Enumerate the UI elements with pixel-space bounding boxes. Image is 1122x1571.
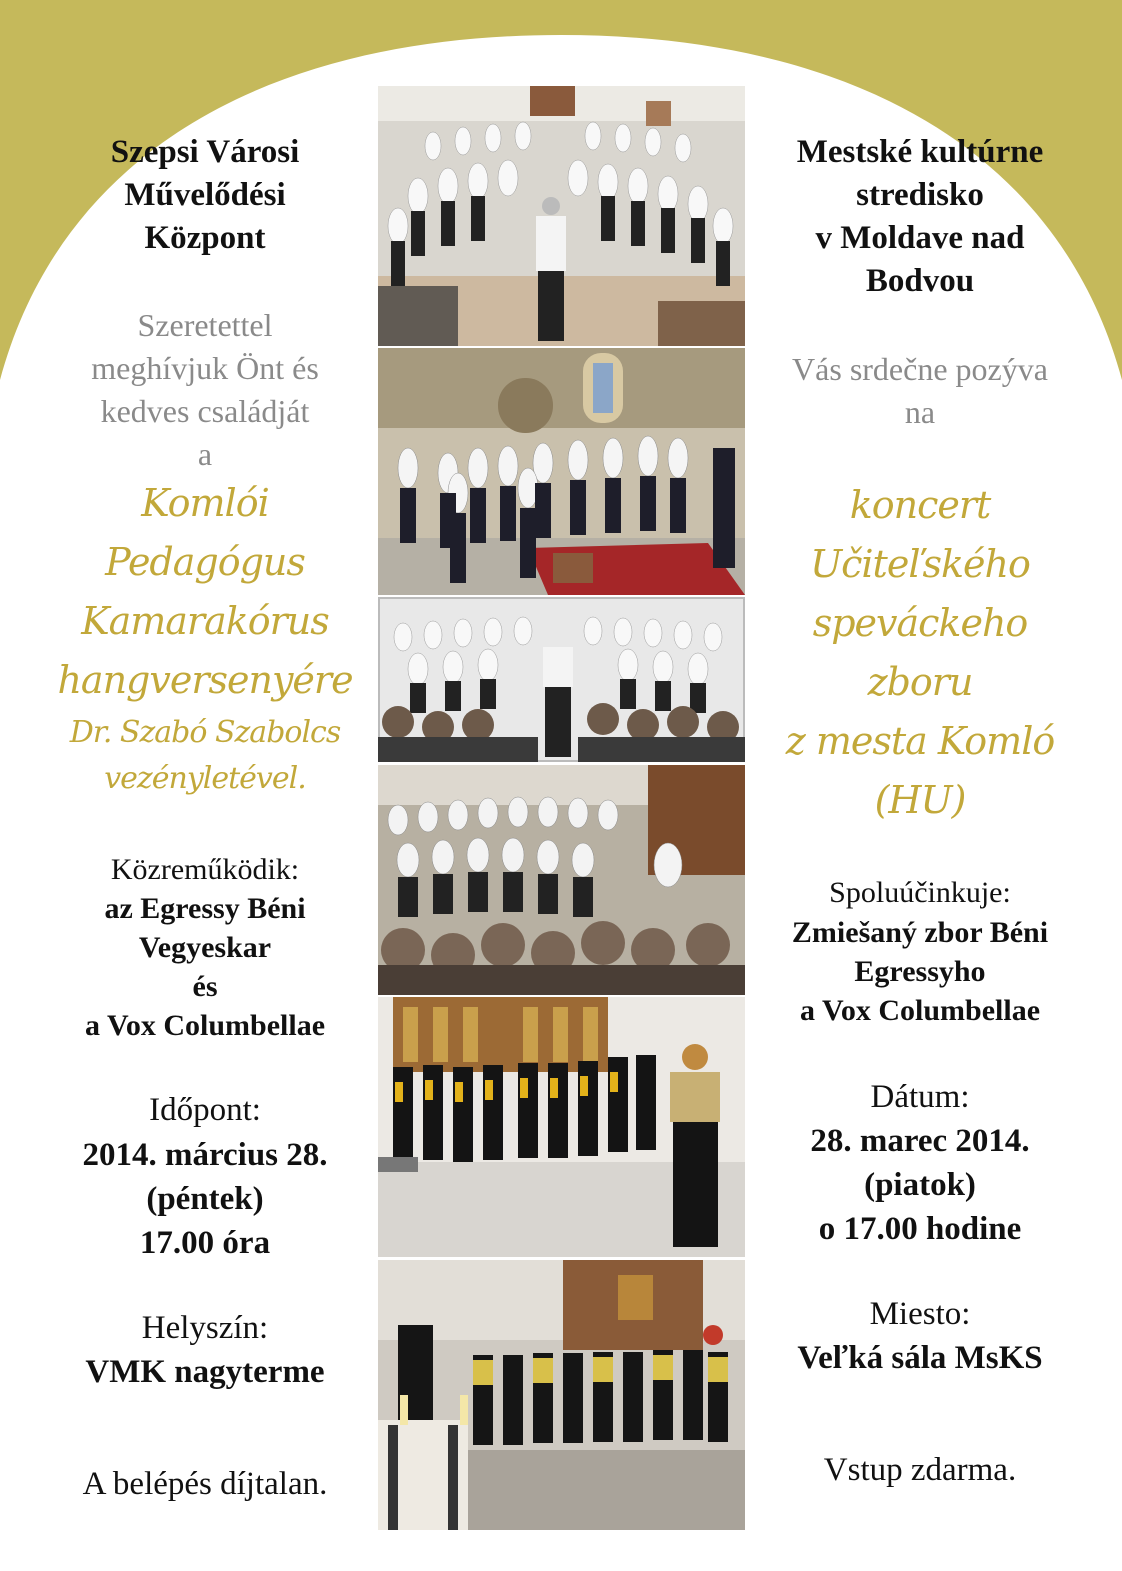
left-venue: VMK nagyterme: [85, 1354, 325, 1390]
right-organizer: Mestské kultúrne stredisko v Moldave nad Bodvou: [796, 134, 1044, 299]
right-invitation: Vás srdečne pozýva na: [792, 351, 1048, 430]
choir-photo-3: [378, 597, 745, 762]
choir-photo-4: [378, 765, 745, 995]
left-invitation: Szeretettel meghívjuk Önt és kedves családját a: [91, 307, 319, 472]
left-conductor: Dr. Szabó Szabolcs vezényletével.: [69, 715, 341, 796]
right-venue: Veľká sála MsKS: [797, 1340, 1043, 1376]
left-date-label: Időpont:: [149, 1092, 261, 1128]
right-event-title: koncert Učiteľského speváckeho zboru z mesta Komló (HU): [785, 483, 1055, 822]
left-venue-label: Helyszín:: [141, 1310, 269, 1346]
left-participants: az Egressy Béni Vegyeskar és a Vox Columbellae: [84, 892, 326, 1042]
right-date-label: Dátum:: [870, 1079, 970, 1115]
left-admission: A belépés díjtalan.: [82, 1466, 328, 1502]
right-participation-label: Spoluúčinkuje:: [829, 876, 1011, 909]
choir-photo-1: [378, 86, 745, 346]
left-organizer: Szepsi Városi Művelődési Központ: [110, 134, 300, 256]
right-date: 28. marec 2014. (piatok) o 17.00 hodine: [810, 1123, 1030, 1247]
left-date: 2014. március 28. (péntek) 17.00 óra: [82, 1137, 328, 1261]
left-event-title: Komlói Pedagógus Kamarakórus hangversenyére: [57, 481, 353, 702]
choir-photo-2: [378, 348, 745, 595]
right-admission: Vstup zdarma.: [823, 1452, 1017, 1488]
left-participation-label: Közreműködik:: [110, 853, 300, 886]
right-venue-label: Miesto:: [869, 1296, 971, 1332]
choir-photo-6: [378, 1260, 745, 1530]
choir-photo-5: [378, 997, 745, 1257]
right-participants: Zmiešaný zbor Béni Egressyho a Vox Columbellae: [791, 916, 1049, 1027]
